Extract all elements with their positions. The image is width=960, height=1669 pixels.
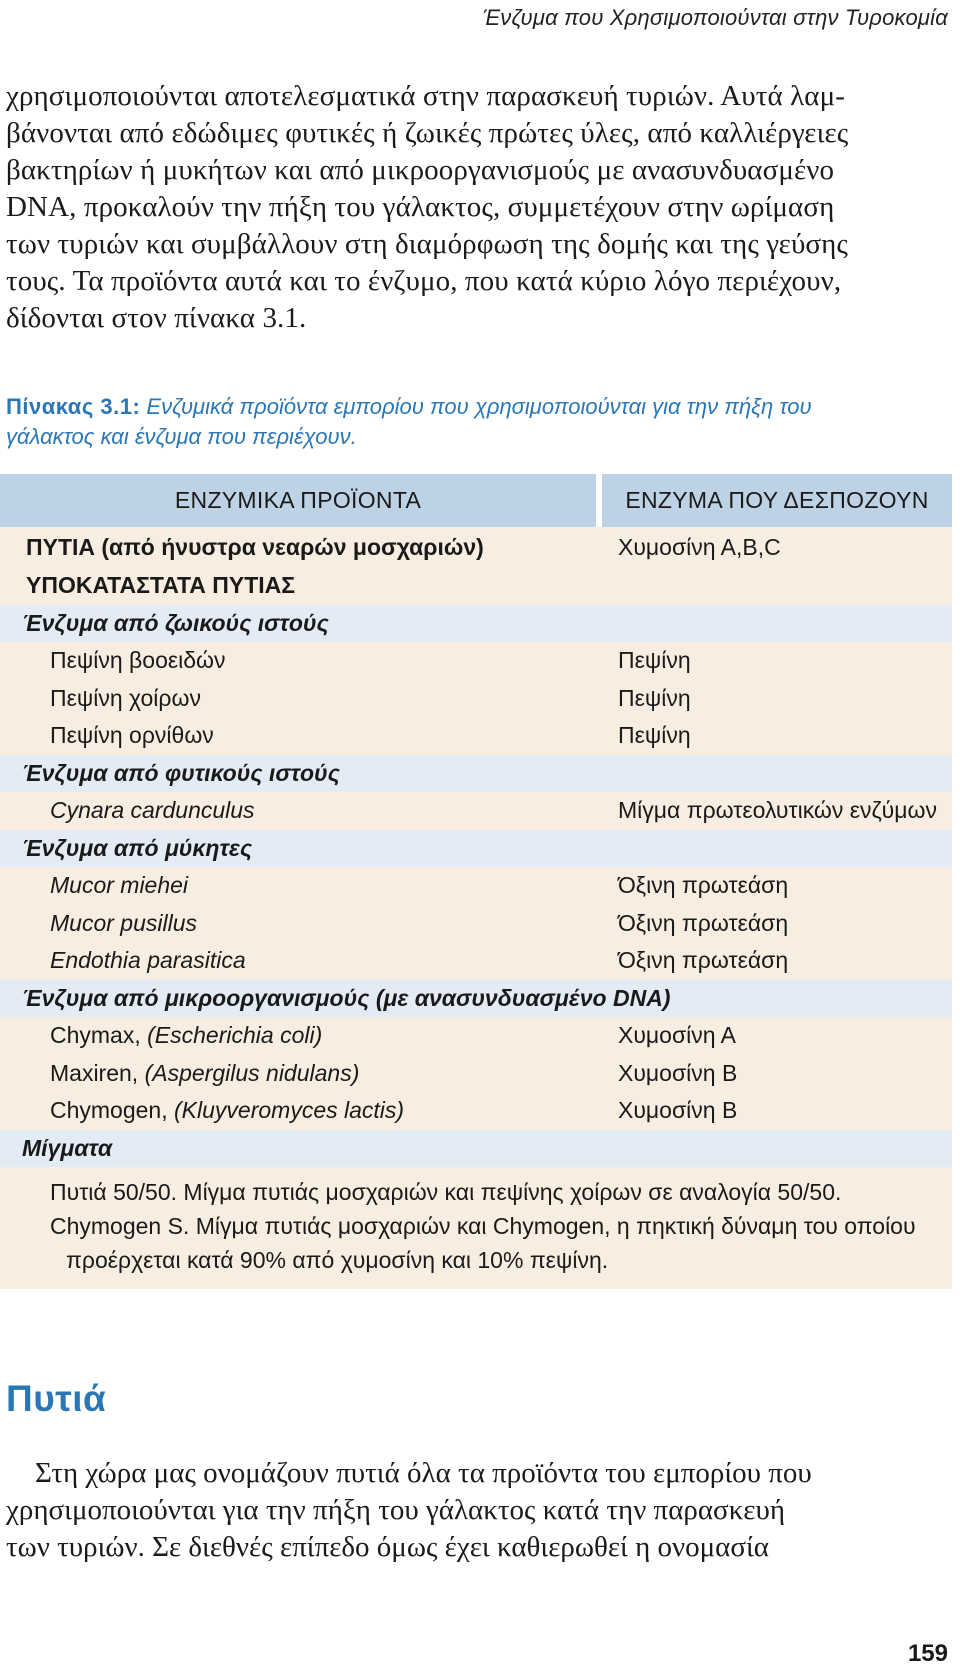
enzyme-cell: Πεψίνη — [618, 684, 691, 711]
page-number: 159 — [907, 1640, 948, 1667]
enzyme-cell: Χυμοσίνη Α — [618, 1022, 737, 1049]
product-cell: ΠΥΤΙΑ (από ήνυστρα νεαρών μοσχαριών) — [26, 533, 484, 560]
enzyme-cell: Χυμοσίνη Β — [618, 1059, 738, 1086]
table-row — [0, 1092, 952, 1130]
product-cell: Πεψίνη βοοειδών — [50, 647, 226, 674]
product-cell: Maxiren, (Aspergilus nidulans) — [50, 1059, 360, 1086]
col-header-enzymes: ΕΝΖΥΜΑ ΠΟΥ ΔΕΣΠΟΖΟΥΝ — [602, 474, 952, 527]
enzyme-cell: Χυμοσίνη Β — [618, 1097, 738, 1124]
caption-text: Ενζυμικά προϊόντα εμπορίου που χρησιμοποιούνται για την πήξη του — [146, 394, 812, 419]
mixture-line: Πυτιά 50/50. Μίγμα πυτιάς μοσχαριών και πεψίνης χοίρων σε αναλογία 50/50. — [50, 1179, 842, 1205]
table-header-row — [0, 474, 952, 527]
mixtures-block — [0, 1167, 952, 1289]
body-line: των τυριών. Σε διεθνές επίπεδο όμως έχει καθιερωθεί η ονομασία — [6, 1531, 769, 1563]
enzyme-cell: Όξινη πρωτεάση — [618, 909, 789, 936]
body-line: χρησιμοποιούνται για την πήξη του γάλακτος κατά την παρασκευή — [6, 1494, 786, 1526]
product-cell: Mucor miehei — [50, 872, 189, 899]
table-caption — [6, 392, 951, 452]
table-row — [0, 867, 952, 905]
intro-paragraph — [6, 78, 951, 337]
enzyme-cell: Πεψίνη — [618, 647, 691, 674]
caption-label: Πίνακας 3.1: — [6, 394, 141, 419]
intro-line: δίδονται στον πίνακα 3.1. — [6, 302, 307, 334]
product-cell: Πεψίνη ορνίθων — [50, 722, 214, 749]
caption-text-cont: γάλακτος και ένζυμα που περιέχουν. — [6, 424, 357, 449]
enzyme-cell: Πεψίνη — [618, 722, 691, 749]
table-row — [0, 830, 952, 868]
category-cell: Ένζυμα από φυτικούς ιστούς — [22, 759, 340, 786]
product-cell: ΥΠΟΚΑΤΑΣΤΑΤΑ ΠΥΤΙΑΣ — [26, 572, 296, 599]
table-row — [0, 905, 952, 943]
table-row — [0, 605, 952, 643]
mixture-line: Chymogen S. Μίγμα πυτιάς μοσχαριών και Chymogen, η πηκτική δύναμη του οποίου — [50, 1213, 916, 1239]
table-row — [0, 567, 952, 605]
col-header-products: ΕΝΖΥΜΙΚΑ ΠΡΟΪΟΝΤΑ — [0, 474, 596, 527]
intro-line: DNA, προκαλούν την πήξη του γάλακτος, συμμετέχουν στην ωρίμαση — [6, 191, 835, 223]
category-cell: Ένζυμα από ζωικούς ιστούς — [22, 609, 329, 636]
enzyme-cell: Όξινη πρωτεάση — [618, 872, 789, 899]
enzyme-cell: Όξινη πρωτεάση — [618, 947, 789, 974]
product-cell: Endothia parasitica — [50, 947, 246, 974]
enzyme-table — [0, 474, 952, 1289]
table-row — [0, 792, 952, 830]
table-row — [0, 717, 952, 755]
body-line: Στη χώρα μας ονομάζουν πυτιά όλα τα προϊόντα του εμπορίου που — [6, 1457, 812, 1489]
table-row — [0, 527, 952, 567]
intro-line: βάνονται από εδώδιμες φυτικές ή ζωικές πρώτες ύλες, από καλλιέργειες — [6, 117, 849, 149]
category-cell: Ένζυμα από μικροοργανισμούς (με ανασυνδυασμένο DNA) — [22, 984, 671, 1011]
product-cell: Mucor pusillus — [50, 909, 197, 936]
table-row — [0, 942, 952, 980]
table-row — [0, 680, 952, 718]
mixture-line: προέρχεται κατά 90% από χυμοσίνη και 10% πεψίνη. — [66, 1247, 609, 1273]
product-cell: Πεψίνη χοίρων — [50, 684, 201, 711]
category-cell: Μίγματα — [22, 1134, 113, 1161]
intro-line: τους. Τα προϊόντα αυτά και το ένζυμο, που κατά κύριο λόγο περιέχουν, — [6, 265, 842, 297]
product-cell: Chymogen, (Kluyveromyces lactis) — [50, 1097, 405, 1124]
enzyme-cell: Χυμοσίνη Α,Β,C — [618, 533, 781, 560]
body-paragraph — [6, 1455, 951, 1566]
product-cell: Chymax, (Escherichia coli) — [50, 1022, 323, 1049]
table-row — [0, 755, 952, 793]
intro-line: βακτηρίων ή μυκήτων και από μικροοργανισμούς με ανασυνδυασμένο — [6, 154, 835, 186]
table-row — [0, 1055, 952, 1093]
section-title: Πυτιά — [6, 1378, 107, 1419]
table-row — [0, 1017, 952, 1055]
table-row — [0, 980, 952, 1018]
category-cell: Ένζυμα από μύκητες — [22, 834, 253, 861]
running-header: Ένζυμα που Χρησιμοποιούνται στην Τυροκομία — [482, 5, 948, 30]
intro-line: των τυριών και συμβάλλουν στη διαμόρφωση της δομής και της γεύσης — [6, 228, 848, 260]
table-row — [0, 642, 952, 680]
product-cell: Cynara cardunculus — [50, 797, 255, 824]
enzyme-cell: Μίγμα πρωτεολυτικών ενζύμων — [618, 797, 937, 824]
intro-line: χρησιμοποιούνται αποτελεσματικά στην παρασκευή τυριών. Αυτά λαμ- — [6, 80, 846, 112]
table-row — [0, 1130, 952, 1168]
